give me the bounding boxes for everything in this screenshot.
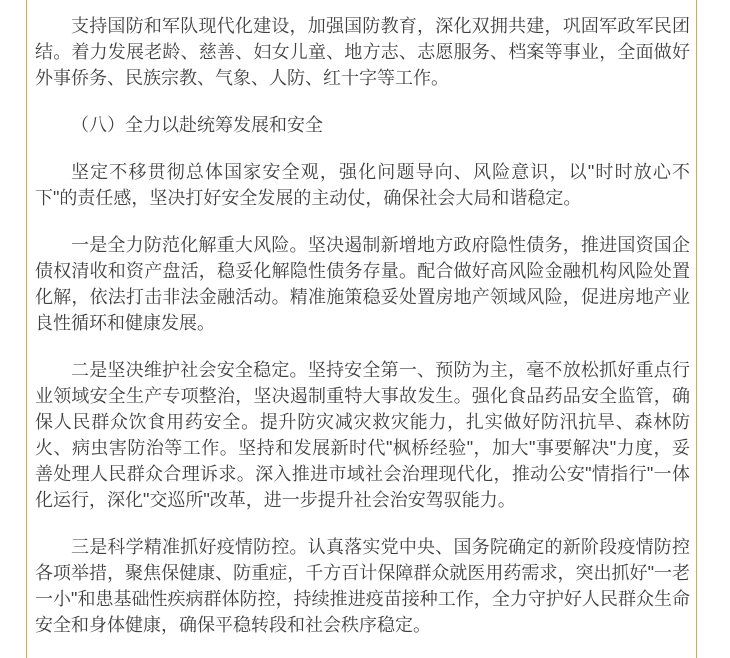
paragraph-risk-prevention: 一是全力防范化解重大风险。坚决遏制新增地方政府隐性债务，推进国资国企债权清收和资产盘活，稳妥化解隐性债务存量。配合做好高风险金融机构风险处置化解，依法打击非法金融活动。精准施策稳妥处置房地产领域风险，促进房地产业良性循环和健康发展。 (35, 235, 690, 333)
article-content-column (26, 0, 697, 658)
paragraph-epidemic-control: 三是科学精准抓好疫情防控。认真落实党中央、国务院确定的新阶段疫情防控各项举措，聚焦保健康、防重症，千方百计保障群众就医用药需求，突出抓好"一老一小"和患基础性疾病群体防控，持续推进疫苗接种工作，全力守护好人民群众生命安全和身体健康，确保平稳转段和社会秩序稳定。 (35, 537, 690, 635)
paragraph-social-stability: 二是坚决维护社会安全稳定。坚持安全第一、预防为主，毫不放松抓好重点行业领域安全生产专项整治，坚决遏制重特大事故发生。强化食品药品安全监管，确保人民群众饮食用药安全。提升防灾减灾救灾能力，扎实做好防汛抗旱、森林防火、病虫害防治等工作。坚持和发展新时代"枫桥经验"，加大"事要解决"力度，妥善处理人民群众合理诉求。深入推进市域社会治理现代化，推动公安"情指行"一体化运行，深化"交巡所"改革，进一步提升社会治安驾驭能力。 (35, 360, 690, 510)
paragraph-national-security-concept: 坚定不移贯彻总体国家安全观，强化问题导向、风险意识，以"时时放心不下"的责任感，坚决打好安全发展的主动仗，确保社会大局和谐稳定。 (35, 162, 690, 208)
paragraph-defense-social-programs: 支持国防和军队现代化建设，加强国防教育，深化双拥共建，巩固军政军民团结。着力发展老龄、慈善、妇女儿童、地方志、志愿服务、档案等事业，全面做好外事侨务、民族宗教、气象、人防、红十字等工作。 (35, 16, 690, 88)
section-heading-development-and-security: （八）全力以赴统筹发展和安全 (71, 115, 323, 135)
